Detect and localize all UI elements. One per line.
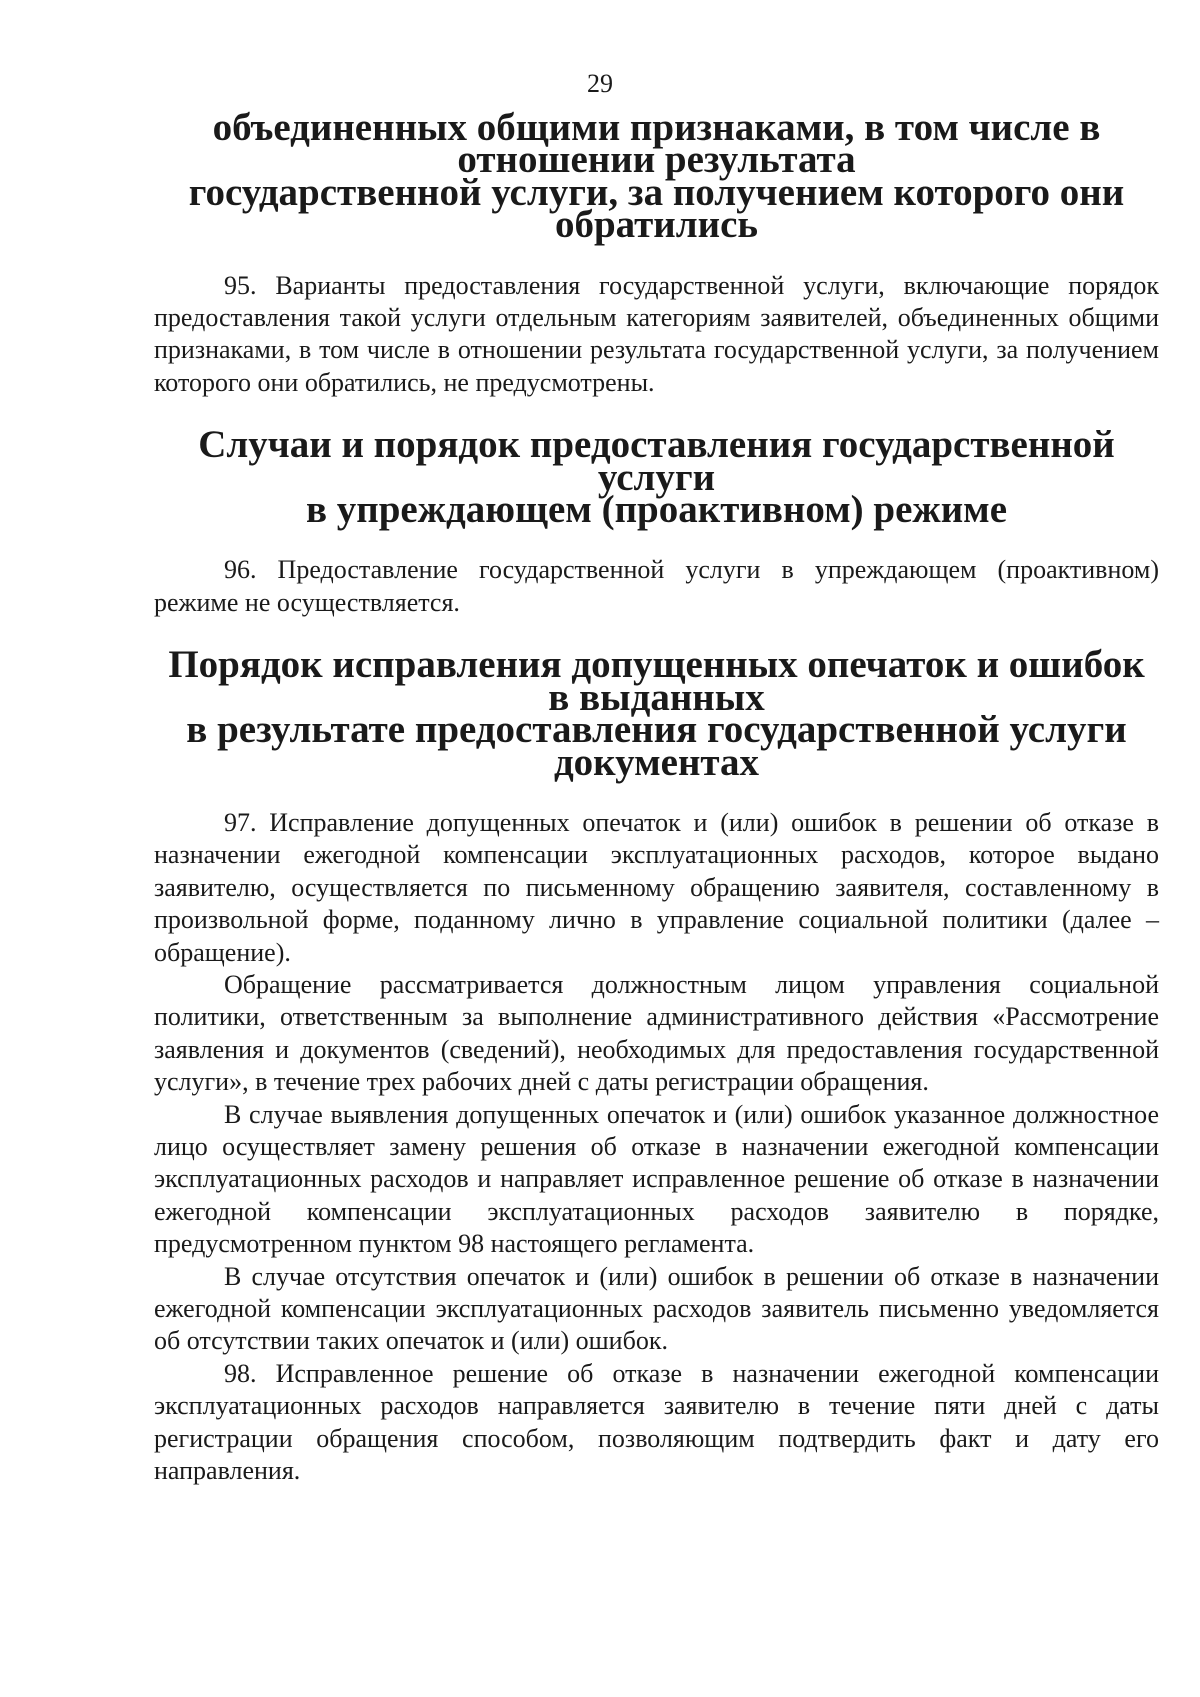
paragraph-96: 96. Предоставление государственной услуги в упреждающем (проактивном) режиме не осуществляется. [154,555,1159,617]
paragraph-95: 95. Варианты предоставления государственной услуги, включающие порядок предоставления такой услуги отдельным категориям заявителей, объединенных общими признаками, в том числе в отношении результата государственной услуги, за получением которого они обратились, не предусмотрены. [154,270,1159,397]
heading-line: в результате предоставления государственной услуги документах [186,708,1127,784]
paragraph-97-review: Обращение рассматривается должностным лицом управления социальной политики, ответственным за выполнение административного действия «Рассмотрение заявления и документов (сведений), необходимых для предоставления государственной услуги», в течение трех рабочих дней с даты регистрации обращения. [154,969,1159,1097]
paragraph-97-errors-found: В случае выявления допущенных опечаток и (или) ошибок указанное должностное лицо осуществляет замену решения об отказе в назначении ежегодной компенсации эксплуатационных расходов и направляет исправленное решение об отказе в назначении ежегодной компенсации эксплуатационных расходов заявителю в порядке, предусмотренном пунктом 98 настоящего регламента. [154,1099,1159,1259]
page-number: 29 [587,69,613,98]
paragraph-97: 97. Исправление допущенных опечаток и (или) ошибок в решении об отказе в назначении ежегодной компенсации эксплуатационных расходов, которое выдано заявителю, осуществляется по письменному обращению заявителя, составленному в произвольной форме, поданному лично в управление социальной политики (далее – обращение). [154,807,1159,967]
heading-line: объединенных общими признаками, в том числе в отношении результата [212,106,1101,182]
heading-line: Порядок исправления допущенных опечаток и ошибок в выданных [168,643,1145,719]
section-heading-variants [154,106,1159,247]
paragraph-97-no-errors: В случае отсутствия опечаток и (или) ошибок в решении об отказе в назначении ежегодной компенсации эксплуатационных расходов заявитель письменно уведомляется об отсутствии таких опечаток и (или) ошибок. [154,1261,1159,1356]
section-heading-proactive [154,423,1159,532]
heading-line: в упреждающем (проактивном) режиме [305,488,1008,532]
heading-line: государственной услуги, за получением которого они обратились [188,170,1125,247]
section-heading-corrections [154,643,1159,784]
paragraph-98: 98. Исправленное решение об отказе в назначении ежегодной компенсации эксплуатационных расходов направляется заявителю в течение пяти дней с даты регистрации обращения способом, позволяющим подтвердить факт и дату его направления. [154,1358,1159,1486]
document-body [154,106,1159,1487]
heading-line: Случаи и порядок предоставления государственной услуги [198,423,1115,499]
